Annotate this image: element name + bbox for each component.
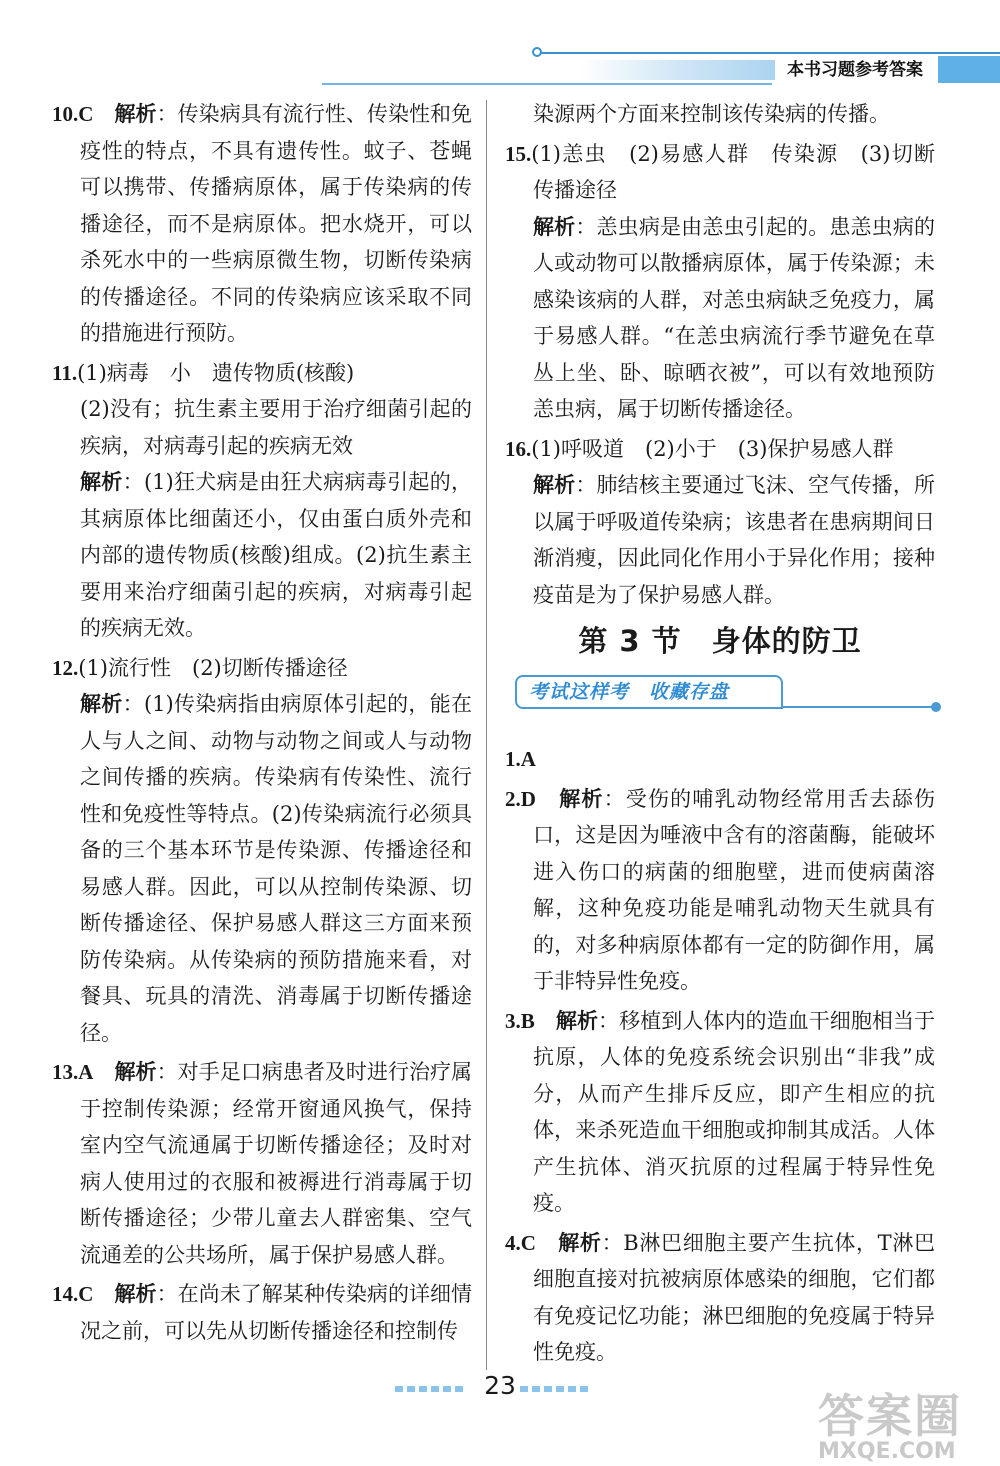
analysis-label: 解析 xyxy=(558,1230,602,1255)
answer-item-14: 14.C 解析：在尚未了解某种传染病的详细情况之前，可以先从切断传播途径和控制传 xyxy=(52,1282,473,1343)
continuation-text: 染源两个方面来控制该传染病的传播。 xyxy=(533,102,890,126)
answer-item-11: 11.(1)病毒 小 遗传物质(核酸) (2)没有；抗生素主要用于治疗细菌引起的疾病，对病毒引起的疾病无效 解析：(1)狂犬病是由狂犬病病毒引起的，其病原体比细菌还小，仅由蛋白质外壳和内部的遗传物质(核酸)组成。(2)抗生素主要用来治疗细菌引起的疾病，对病毒引起的疾病无效。 xyxy=(52,360,473,640)
answer-item-s3-1 xyxy=(505,741,935,778)
analysis-label: 解析 xyxy=(114,102,157,126)
question-number: 10.C xyxy=(52,102,94,126)
page-number: 23 xyxy=(484,1371,516,1400)
answer-text: (1)呼吸道 (2)小于 (3)保护易感人群 xyxy=(531,436,894,461)
answer-text: (1)病毒 小 遗传物质(核酸) xyxy=(77,360,355,385)
answer-text-2: (2)没有；抗生素主要用于治疗细菌引起的疾病，对病毒引起的疾病无效 xyxy=(80,397,472,458)
page-header xyxy=(0,0,1000,92)
footer-decoration-right xyxy=(520,1386,590,1392)
question-number: 16. xyxy=(505,436,532,461)
analysis-label: 解析 xyxy=(80,470,123,494)
banner-dot-icon xyxy=(931,702,941,712)
answer-item-13: 13.A 解析：对手足口病患者及时进行治疗属于控制传染源；经常开窗通风换气，保持室内空气流通属于切断传播途径；及时对病人使用过的衣服和被褥进行消毒属于切断传播途径；少带儿童去人群密集、空气流通差的公共场所，属于保护易感人群。 xyxy=(52,1060,473,1267)
banner-text: 考试这样考 收藏存盘 xyxy=(529,681,730,703)
analysis-label: 解析 xyxy=(80,692,123,716)
analysis-text: (1)传染病指由病原体引起的，能在人与人之间、动物与动物之间或人与动物之间传播的疾病。传染病有传染性、流行性和免疫性等特点。(2)传染病流行必须具备的三个基本环节是传染源、传播途径和易感人群。因此，可以从控制传染源、切断传播途径、保护易感人群这三方面来预防传染病。从传染病的预防措施来看，对餐具、玩具的清洗、消毒属于切断传播途径。 xyxy=(80,692,473,1045)
analysis-text: 移植到人体内的造血干细胞相当于抗原，人体的免疫系统会识别出“非我”成分，从而产生排斥反应，即产生相应的抗体，来杀死造血干细胞或抑制其成活。人体产生抗体、消灭抗原的过程属于特异性免疫。 xyxy=(533,1008,936,1215)
question-number: 11. xyxy=(52,360,78,385)
header-dot-icon xyxy=(532,47,542,57)
answer-item-s3-2: 2.D 解析：受伤的哺乳动物经常用舌去舔伤口，这是因为唾液中含有的溶菌酶，能破坏进入伤口的病菌的细胞壁，进而使病菌溶解，这种免疫功能是哺乳动物天生就具有的，对多种病原体都有一定的防御作用，属于非特异性免疫。 xyxy=(505,786,936,993)
question-number: 2.D xyxy=(505,786,536,811)
analysis-label: 解析 xyxy=(555,1008,599,1033)
analysis-text: 对手足口病患者及时进行治疗属于控制传染源；经常开窗通风换气，保持室内空气流通属于切断传播途径；及时对病人使用过的衣服和被褥进行消毒属于切断传播途径；少带儿童去人群密集、空气流通差的公共场所，属于保护易感人群。 xyxy=(80,1060,473,1267)
answer-item-12: 12.(1)流行性 (2)切断传播途径 解析：(1)传染病指由病原体引起的，能在人与人之间、动物与动物之间或人与动物之间传播的疾病。传染病有传染性、流行性和免疫性等特点。(2)传染病流行必须具备的三个基本环节是传染源、传播途径和易感人群。因此，可以从控制传染源、切断传播途径、保护易感人群这三方面来预防传染病。从传染病的预防措施来看，对餐具、玩具的清洗、消毒属于切断传播途径。 xyxy=(52,655,473,1045)
analysis-label: 解析 xyxy=(559,786,604,811)
answer-item-10: 10.C 解析：传染病具有流行性、传染性和免疫性的特点，不具有遗传性。蚊子、苍蝇可以携带、传播病原体，属于传染病的传播途径，而不是病原体。把水烧开，可以杀死水中的一些病原微生物，切断传染病的传播途径。不同的传染病应该采取不同的措施进行预防。 xyxy=(52,102,473,345)
footer-decoration-left xyxy=(395,1386,467,1392)
answer-item-s3-4: 4.C 解析：B淋巴细胞主要产生抗体，T淋巴细胞直接对抗被病原体感染的细胞，它们都有免疫记忆功能；淋巴细胞的免疫属于特异性免疫。 xyxy=(505,1230,936,1364)
header-color-block xyxy=(938,56,1000,83)
answer-text: (1)恙虫 (2)易感人群 传染源 (3)切断传播途径 xyxy=(531,141,935,202)
analysis-label: 解析 xyxy=(114,1282,157,1306)
analysis-label: 解析 xyxy=(533,214,576,239)
banner-rule xyxy=(781,706,937,708)
analysis-text: 肺结核主要通过飞沫、空气传播，所以属于呼吸道传染病；该患者在患病期间日渐消瘦，因此同化作用小于异化作用；接种疫苗是为了保护易感人群。 xyxy=(533,473,936,607)
analysis-text: 传染病具有流行性、传染性和免疫性的特点，不具有遗传性。蚊子、苍蝇可以携带、传播病原体，属于传染病的传播途径，而不是病原体。把水烧开，可以杀死水中的一些病原微生物，切断传染病的传播途径。不同的传染病应该采取不同的措施进行预防。 xyxy=(80,102,473,345)
watermark-logo xyxy=(818,1389,962,1464)
section-banner xyxy=(505,675,935,715)
question-number: 13.A xyxy=(52,1060,94,1084)
header-title: 本书习题参考答案 xyxy=(775,58,935,82)
header-rule-upper xyxy=(540,52,1000,54)
right-column xyxy=(505,96,935,1374)
answer-item-16: 16.(1)呼吸道 (2)小于 (3)保护易感人群 解析：肺结核主要通过飞沫、空气传播，所以属于呼吸道传染病；该患者在患病期间日渐消瘦，因此同化作用小于异化作用；接种疫苗是为了保护易感人群。 xyxy=(505,436,936,607)
analysis-text: (1)狂犬病是由狂犬病病毒引起的，其病原体比细菌还小，仅由蛋白质外壳和内部的遗传物质(核酸)组成。(2)抗生素主要用来治疗细菌引起的疾病，对病毒引起的疾病无效。 xyxy=(80,470,473,640)
watermark-text: 答案圈 xyxy=(818,1389,962,1443)
header-gradient-band xyxy=(580,60,780,80)
watermark-url: MXQE.COM xyxy=(818,1439,956,1464)
analysis-text: B淋巴细胞主要产生抗体，T淋巴细胞直接对抗被病原体感染的细胞，它们都有免疫记忆功能；淋巴细胞的免疫属于特异性免疫。 xyxy=(533,1230,936,1364)
answer-item-15: 15.(1)恙虫 (2)易感人群 传染源 (3)切断传播途径 解析：恙虫病是由恙虫引起的。患恙虫病的人或动物可以散播病原体，属于传染源；未感染该病的人群，对恙虫病缺乏免疫力，属于易感人群。“在恙虫病流行季节避免在草丛上坐、卧、晾晒衣被”，可以有效地预防恙虫病，属于切断传播途径。 xyxy=(505,141,936,421)
section-title: 第 3 节 身体的防卫 xyxy=(578,624,862,658)
question-number: 1.A xyxy=(505,747,536,771)
analysis-text: 受伤的哺乳动物经常用舌去舔伤口，这是因为唾液中含有的溶菌酶，能破坏进入伤口的病菌的细胞壁，进而使病菌溶解，这种免疫功能是哺乳动物天生就具有的，对多种病原体都有一定的防御作用，属于非特异性免疫。 xyxy=(533,786,936,993)
column-divider xyxy=(486,100,487,1370)
answer-text: (1)流行性 (2)切断传播途径 xyxy=(78,655,348,680)
question-number: 15. xyxy=(505,141,532,166)
header-rule-lower xyxy=(322,83,772,85)
answer-item-s3-3: 3.B 解析：移植到人体内的造血干细胞相当于抗原，人体的免疫系统会识别出“非我”成分，从而产生排斥反应，即产生相应的抗体，来杀死造血干细胞或抑制其成活。人体产生抗体、消灭抗原的过程属于特异性免疫。 xyxy=(505,1008,936,1215)
analysis-label: 解析 xyxy=(533,473,576,497)
question-number: 3.B xyxy=(505,1008,535,1033)
question-number: 14.C xyxy=(52,1282,94,1306)
question-number: 4.C xyxy=(505,1230,536,1255)
left-column xyxy=(52,96,472,1352)
analysis-text: 在尚未了解某种传染病的详细情况之前，可以先从切断传播途径和控制传 xyxy=(80,1282,473,1343)
analysis-text: 恙虫病是由恙虫引起的。患恙虫病的人或动物可以散播病原体，属于传染源；未感染该病的人群，对恙虫病缺乏免疫力，属于易感人群。“在恙虫病流行季节避免在草丛上坐、卧、晾晒衣被”，可以有效地预防恙虫病，属于切断传播途径。 xyxy=(533,214,936,421)
analysis-label: 解析 xyxy=(114,1060,157,1084)
question-number: 12. xyxy=(52,655,79,680)
